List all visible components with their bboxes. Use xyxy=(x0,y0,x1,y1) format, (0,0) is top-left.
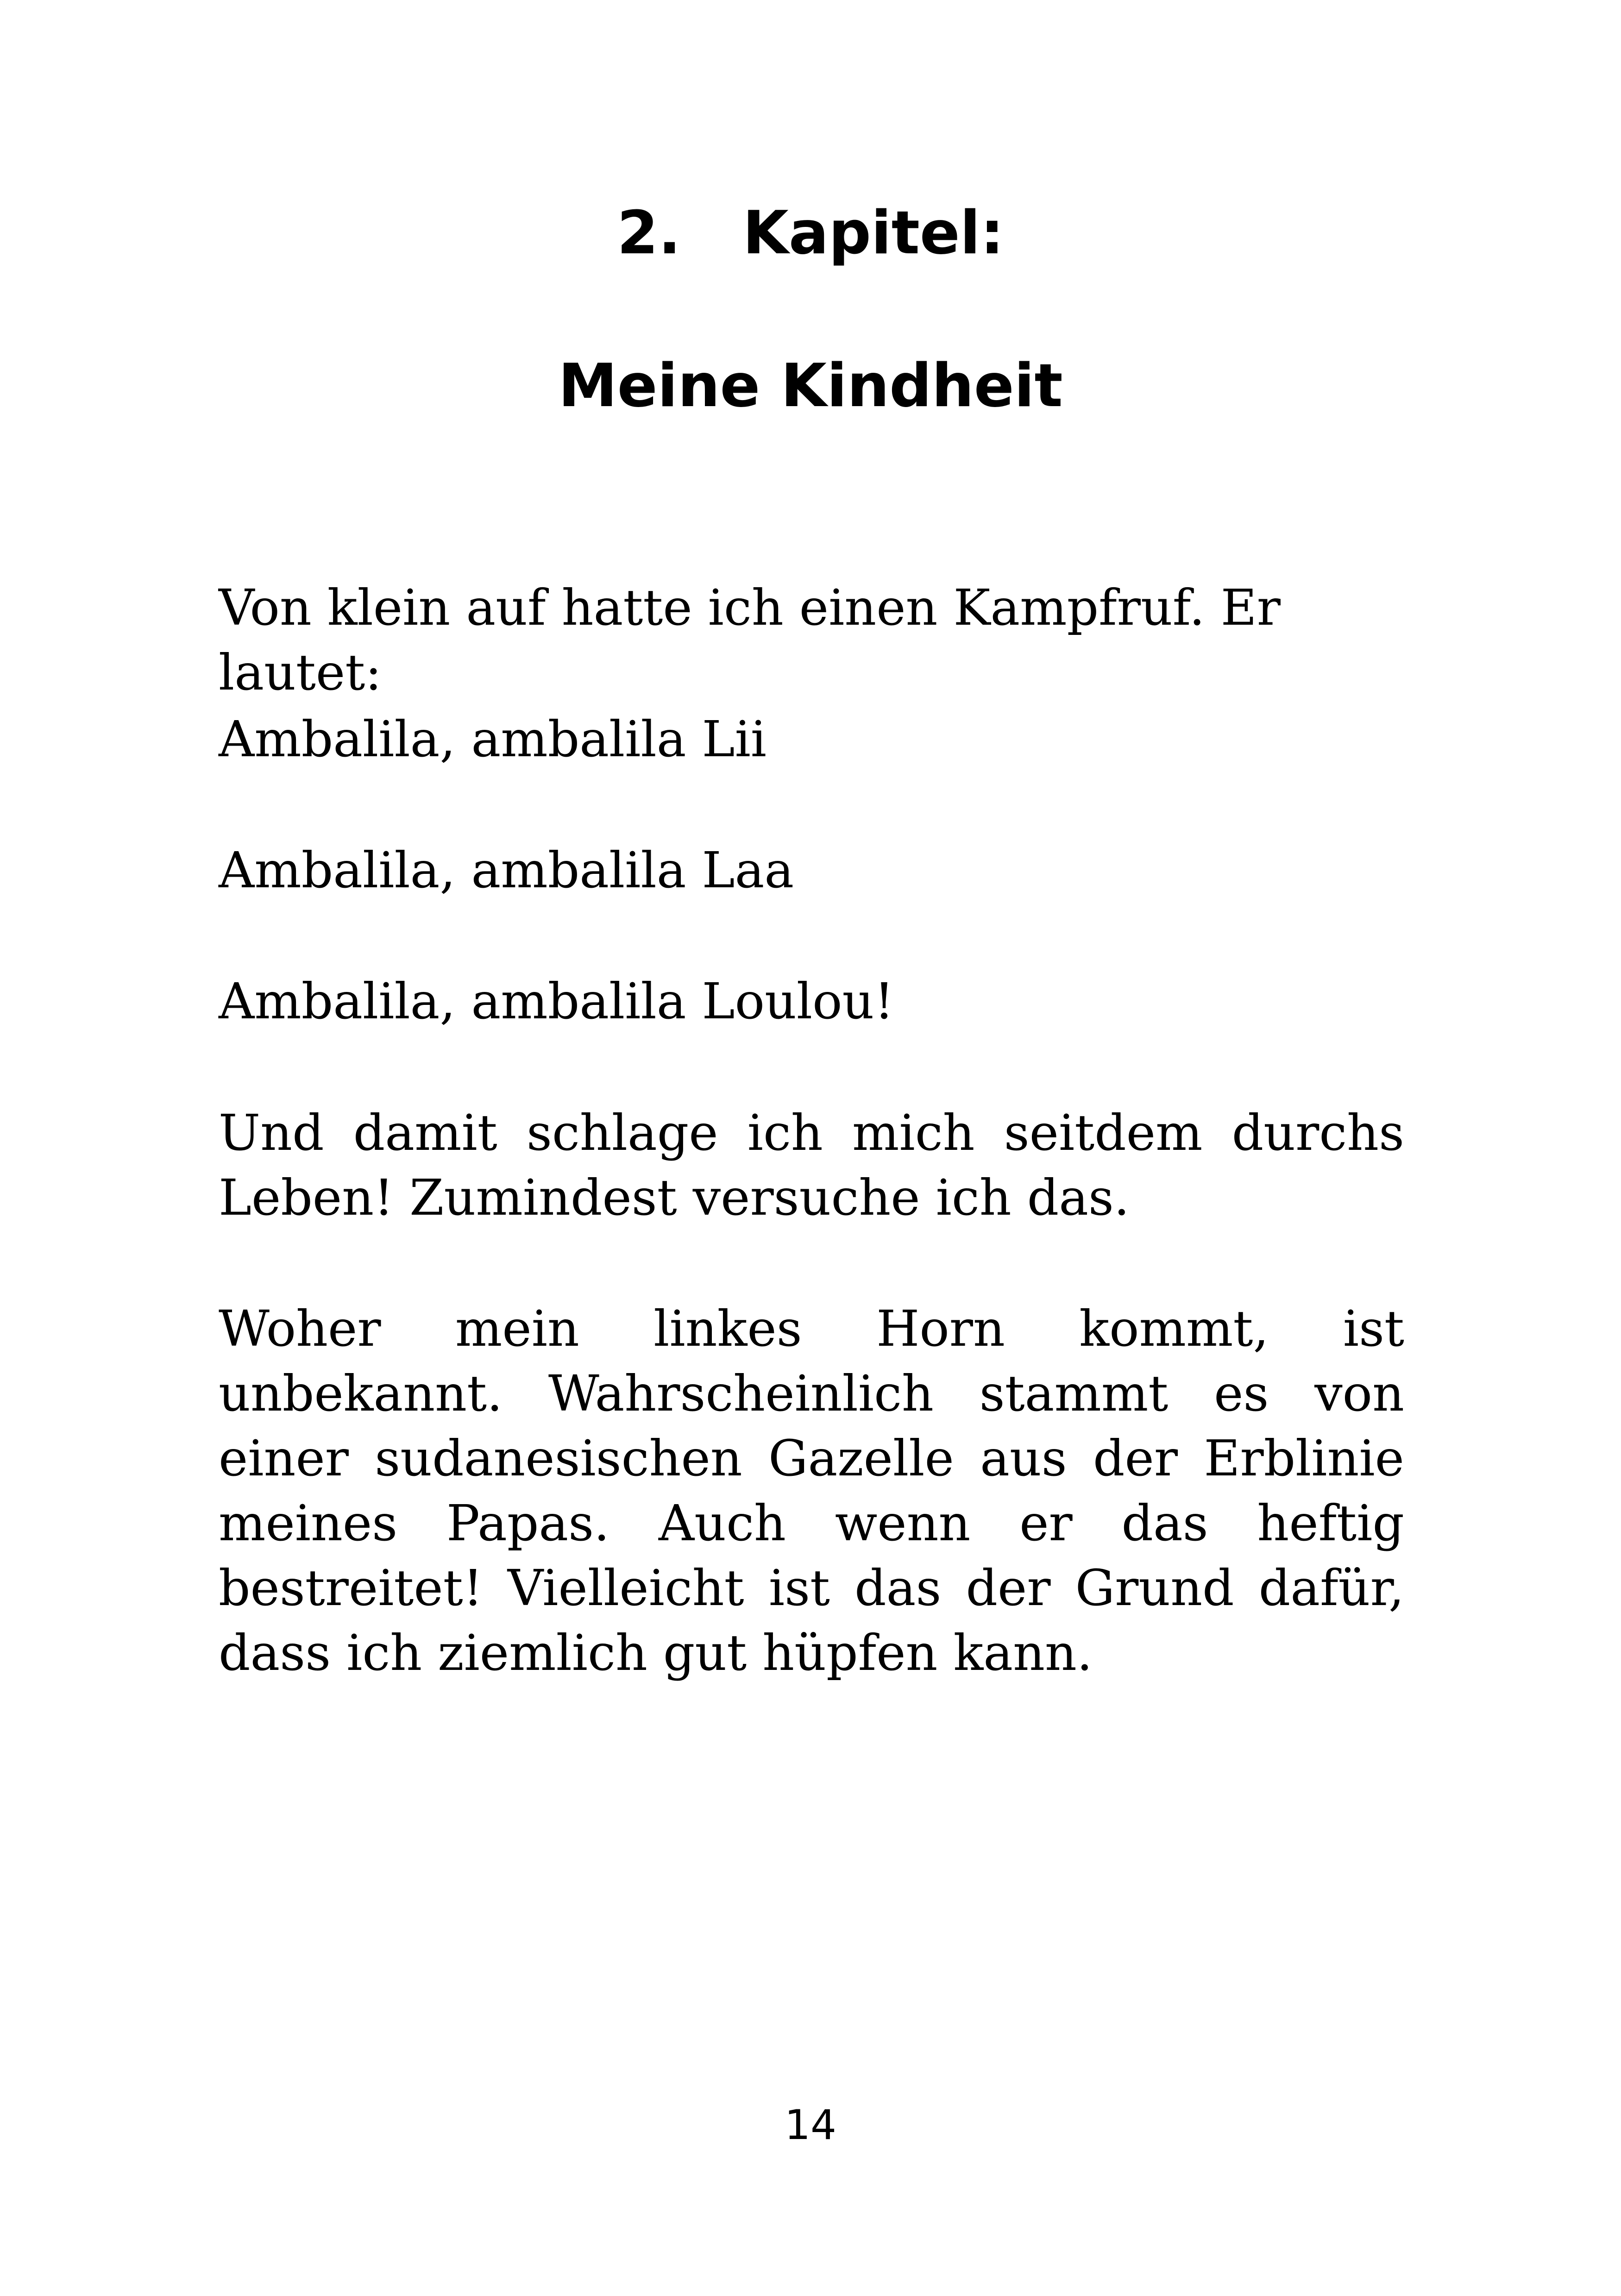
paragraph-horn: Woher mein linkes Horn kommt, ist unbekannt. Wahrscheinlich stammt es von einer sudanesischen Gazelle aus der Erblinie meines Papas. Auch wenn er das heftig bestreitet! Vielleicht ist das der Grund dafür, dass ich ziemlich gut hüpfen kann. xyxy=(219,1300,1404,1682)
paragraph-life: Und damit schlage ich mich seitdem durchs Leben! Zumindest versuche ich das. xyxy=(219,1104,1404,1227)
paragraph-battle-cry-line-2: Ambalila, ambalila Laa xyxy=(219,842,794,899)
chapter-title: Meine Kindheit xyxy=(558,351,1063,420)
chapter-number: 2. Kapitel: xyxy=(617,199,1004,268)
paragraph-battle-cry-line-3: Ambalila, ambalila Loulou! xyxy=(219,973,894,1030)
page-number: 14 xyxy=(785,2101,836,2149)
paragraph-intro: Von klein auf hatte ich einen Kampfruf. Er lautet: xyxy=(219,579,1281,702)
paragraph-battle-cry-line-1: Ambalila, ambalila Lii xyxy=(219,711,767,768)
